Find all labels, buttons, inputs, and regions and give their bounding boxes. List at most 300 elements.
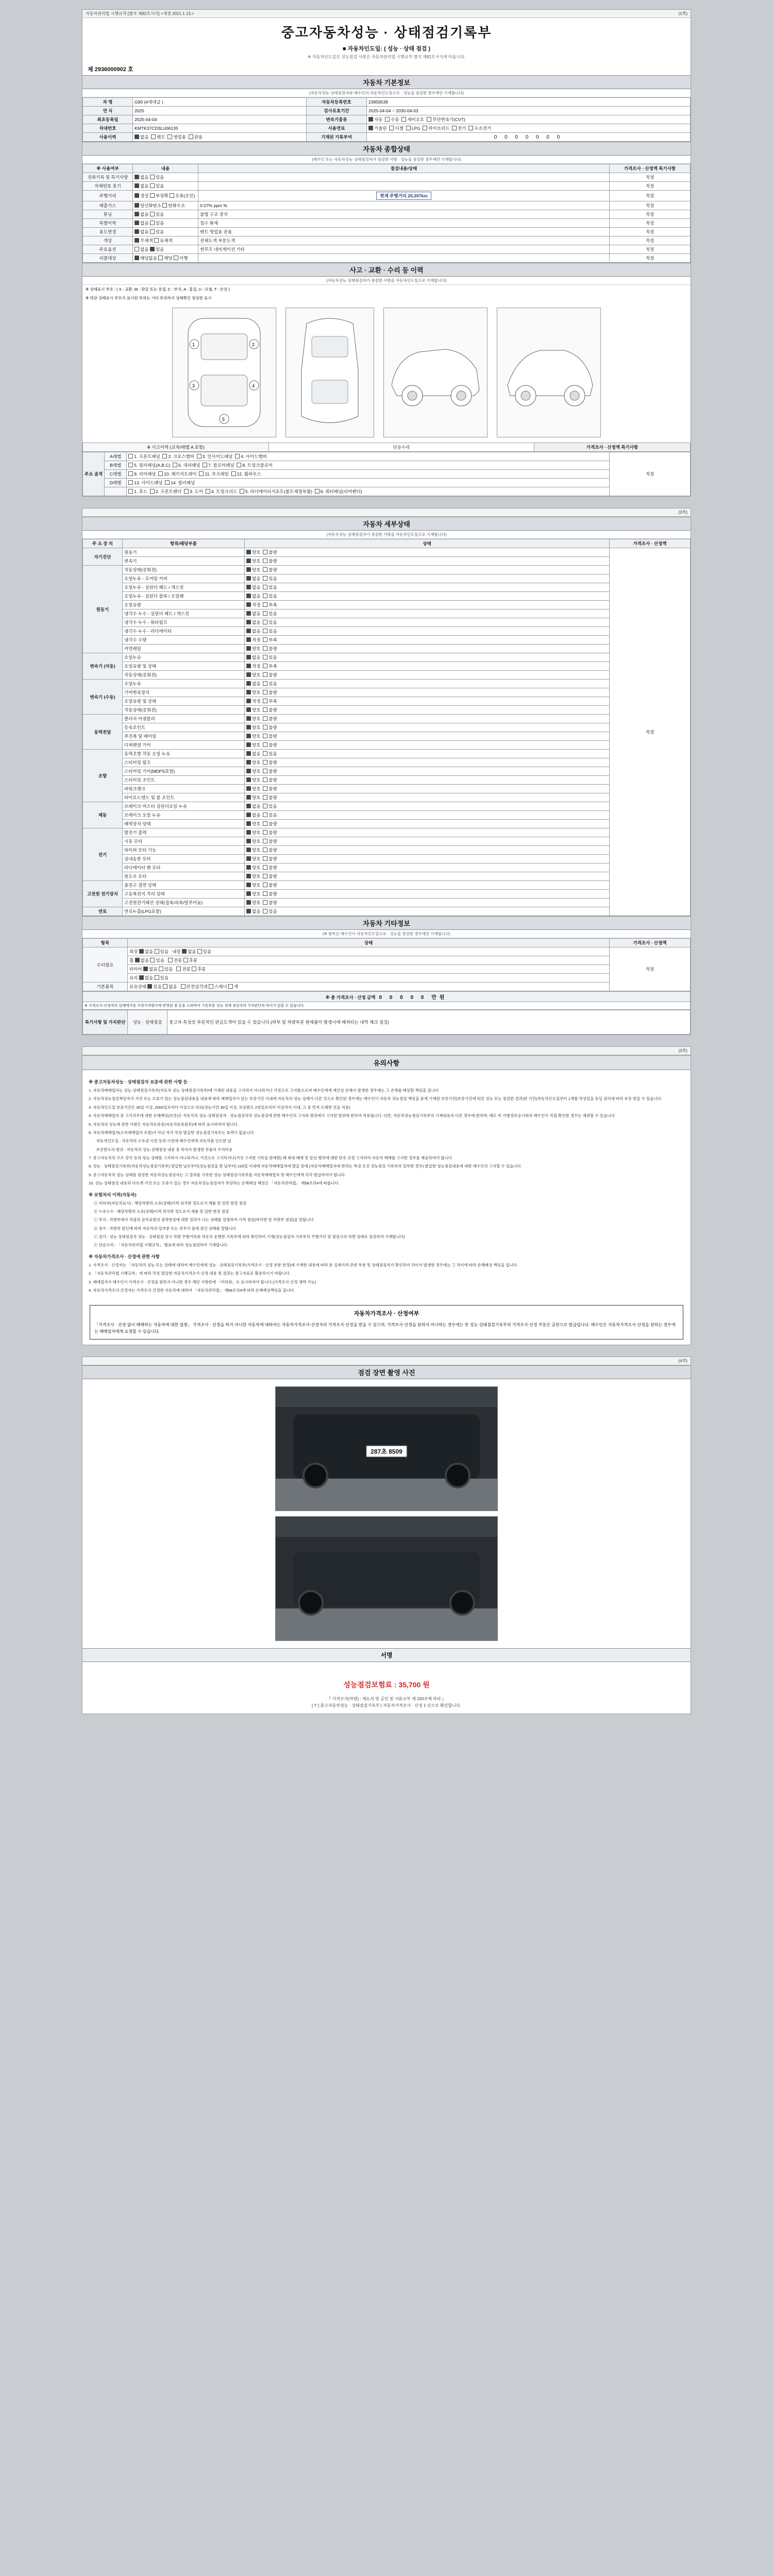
detail-item-1-7: 냉각수 누수 - 라디에이터 (123, 627, 245, 636)
checkbox-8-1-1[interactable] (263, 891, 267, 896)
detail-item-4-2: 추진축 및 베어링 (123, 732, 245, 741)
detail-item-1-0: 작동상태(공회전) (123, 566, 245, 574)
etc-basic-label: 기본품목 (83, 982, 128, 991)
checkbox-frame-b3[interactable] (203, 463, 207, 467)
checkbox-2-0-1[interactable] (263, 655, 267, 659)
simple-repair-label: 단순수리 (268, 443, 534, 452)
checkbox-frame-c3[interactable] (199, 471, 204, 476)
checkbox-1-7-1[interactable] (263, 629, 267, 633)
svg-text:2: 2 (252, 342, 255, 347)
checkbox-8b[interactable] (150, 247, 155, 251)
checkbox-3b[interactable] (162, 203, 167, 208)
checkbox-tire-none[interactable] (143, 967, 148, 971)
checkbox-spanner[interactable] (209, 984, 213, 989)
checkbox-7-1-1[interactable] (263, 839, 267, 843)
checkbox-2-0-0[interactable] (246, 655, 251, 659)
detail-state-7-3 (245, 855, 610, 863)
checkbox-5-3-1[interactable] (263, 777, 267, 782)
detail-item-7-2: 와이퍼 모터 기능 (123, 846, 245, 855)
checkbox-frame-d2[interactable] (165, 480, 170, 485)
value-transmission (367, 115, 691, 124)
detail-item-7-1: 시동 모터 (123, 837, 245, 846)
checkbox-0b[interactable] (150, 175, 155, 179)
checkbox-frame-a3[interactable] (197, 454, 201, 459)
opt-usage-none: 없음 (140, 134, 149, 140)
checkbox-4-1-1[interactable] (263, 725, 267, 730)
checkbox-4-1-0[interactable] (246, 725, 251, 730)
checkbox-frame-a4[interactable] (235, 454, 240, 459)
table-row (83, 1002, 691, 1010)
checkbox-1-4-1[interactable] (263, 602, 267, 607)
basic-info-band: 자동차 기본정보 (82, 75, 691, 89)
opt-8b: 있음 (155, 247, 164, 252)
checkbox-6-2-1[interactable] (263, 821, 267, 826)
row-note-7: 적정 (610, 236, 691, 245)
checkbox-0a[interactable] (135, 175, 139, 179)
opt-5b: 있음 (155, 221, 164, 226)
checkbox-1-5-0[interactable] (246, 611, 251, 616)
svg-text:4: 4 (252, 383, 255, 388)
checkbox-9b[interactable] (158, 256, 163, 260)
checkbox-5-5-0[interactable] (246, 795, 251, 800)
opt-5-0-1: 있음 (268, 751, 280, 756)
signature-line[interactable] (82, 1662, 691, 1675)
opt-lpg: LPG (411, 126, 421, 131)
col-price-note: 가격조사 · 산정액 특기사항 (610, 164, 691, 173)
checkbox-1a[interactable] (135, 183, 139, 188)
checkbox-5-0-0[interactable] (246, 751, 251, 756)
table-row (83, 201, 691, 210)
checkbox-1-9-1[interactable] (263, 646, 267, 651)
checkbox-5-4-1[interactable] (263, 786, 267, 791)
table-row (83, 974, 691, 982)
svg-text:5: 5 (222, 417, 225, 422)
checkbox-frame-b4[interactable] (237, 463, 241, 467)
checkbox-auto[interactable] (368, 117, 373, 122)
value-fuel (367, 124, 691, 133)
notice-section-2-title: ※ 자동차가격조사 · 산정에 관한 사항 (89, 1253, 160, 1259)
checkbox-usage-biz[interactable] (167, 134, 172, 139)
checkbox-5-5-1[interactable] (263, 795, 267, 800)
opt-triangle: 안전삼각대 (186, 984, 208, 989)
table-row (83, 228, 691, 236)
checkbox-frame-a2[interactable] (162, 454, 167, 459)
checkbox-gasoline[interactable] (368, 126, 373, 130)
checkbox-7b[interactable] (154, 238, 159, 243)
checkbox-ext-yes[interactable] (155, 949, 159, 954)
checkbox-1-4-0[interactable] (246, 602, 251, 607)
opt-int-none: 없음 (187, 949, 196, 954)
checkbox-1-0-0[interactable] (246, 567, 251, 572)
checkbox-7a[interactable] (135, 238, 139, 243)
checkbox-3-0-1[interactable] (263, 681, 267, 686)
special-note-table (82, 1010, 691, 1035)
checkbox-2-2-0[interactable] (246, 672, 251, 677)
checkbox-3-3-1[interactable] (263, 707, 267, 712)
checkbox-5-0-1[interactable] (263, 751, 267, 756)
checkbox-7-3-1[interactable] (263, 856, 267, 861)
checkbox-4a[interactable] (135, 212, 139, 216)
checkbox-lpg[interactable] (406, 126, 411, 130)
special-note-sub: 성능 · 상태점검 (128, 1010, 167, 1035)
checkbox-wheel-yes[interactable] (150, 958, 155, 962)
checkbox-glass-yes[interactable] (155, 975, 159, 980)
price-total-value: 0 0 0 0 0 만원 (379, 995, 448, 1001)
checkbox-7-3-0[interactable] (246, 856, 251, 861)
frame-d1: 13. 사이드패널 (134, 480, 163, 485)
checkbox-glass-none[interactable] (139, 975, 144, 980)
checkbox-7-4-1[interactable] (263, 865, 267, 870)
checkbox-jack[interactable] (228, 984, 233, 989)
checkbox-1-7-0[interactable] (246, 629, 251, 633)
table-row (83, 802, 691, 811)
notice-item-2-1: 8. 성능 · 상태점검기록부(자동차성능점검기록부) 발급한 날로부터(성능점검을 한 날부터) 120일 이내에 자동차매매업자에 발급 중에 (자동차매매업자에 한하는 특정 요건 성능점검 기록부의 일부한 경우) 발급한 성능점검내용에 대한 매수인의 고지할 수 있습니다. (89, 1164, 522, 1169)
checkbox-9a[interactable] (135, 256, 139, 260)
notice-item-2-3: 10. 성능·상태점검 내용과 다르게 거짓 또는 오류가 있는 경우 자동차성능점검자가 부담하는 손해배상 책임은 「자동차관리법」 제58조의4에 따릅니다. (89, 1181, 340, 1186)
detail-state-2-2 (245, 671, 610, 680)
table-row (83, 583, 691, 592)
checkbox-8-2-1[interactable] (263, 900, 267, 905)
doc-number-suffix: 호 (127, 66, 133, 73)
opt-9c: 이행 (179, 256, 188, 261)
etc-band: 자동차 기타정보 (82, 916, 691, 930)
checkbox-1-9-0[interactable] (246, 646, 251, 651)
checkbox-6-1-1[interactable] (263, 812, 267, 817)
checkbox-8-2-0[interactable] (246, 900, 251, 905)
table-row (83, 680, 691, 688)
table-row (83, 811, 691, 820)
checkbox-wheel-front[interactable] (168, 958, 173, 962)
checkbox-basic-none[interactable] (163, 984, 167, 989)
opt-9-0-0: 없음 (252, 909, 263, 914)
checkbox-1-1-0[interactable] (246, 576, 251, 581)
checkbox-4-3-0[interactable] (246, 742, 251, 747)
checkbox-4-0-0[interactable] (246, 716, 251, 721)
detail-item-2-1: 오일유량 및 상태 (123, 662, 245, 671)
checkbox-frame-b1[interactable] (128, 463, 133, 467)
frame-b1: 5. 필러패널(A,B,C) (134, 463, 171, 468)
opt-basic-yes: 있음 (153, 984, 162, 989)
checkbox-diesel[interactable] (389, 126, 394, 130)
checkbox-7-5-0[interactable] (246, 874, 251, 878)
checkbox-1-8-0[interactable] (246, 637, 251, 642)
row-note-1: 적정 (610, 182, 691, 191)
detail-item-2-0: 오일누유 (123, 653, 245, 662)
table-row (83, 732, 691, 741)
checkbox-3-0-0[interactable] (246, 681, 251, 686)
opt-2-1-0: 적정 (252, 664, 263, 669)
opt-1-1-1: 있음 (268, 576, 280, 581)
checkbox-7-4-0[interactable] (246, 865, 251, 870)
opt-wheel-none: 없음 (140, 958, 149, 963)
detail-state-1-4 (245, 601, 610, 609)
checkbox-1-1-1[interactable] (263, 576, 267, 581)
checkbox-2c[interactable] (170, 193, 174, 198)
row-detail-9 (198, 254, 610, 263)
checkbox-0-1-1[interactable] (263, 558, 267, 563)
detail-state-9-0 (245, 907, 610, 916)
opt-usage-gov: 관용 (194, 134, 203, 140)
notice-item-2-0: 7. 중고자동차의 구조·장치 등의 성능·상태를 고지하지 아니하거나, 거짓으로 고지하거나(거짓 고지한 기록을 판매한) 때 최대 매매 및 알선 행위에 대한 단속 규정 고지하여 자동차 매매를 고지한 정보를 제공하여야 합니다. (89, 1156, 453, 1161)
checkbox-5-3-0[interactable] (246, 777, 251, 782)
opt-6-1-0: 없음 (252, 812, 263, 818)
checkbox-8a[interactable] (135, 247, 139, 251)
table-row (83, 947, 691, 956)
opt-8-2-1: 불량 (268, 900, 280, 905)
detail-item-0-0: 원동기 (123, 548, 245, 557)
opt-hydrogen: 수소전기 (474, 126, 492, 131)
opt-0-0-0: 양호 (252, 550, 263, 555)
opt-3-0-1: 있음 (268, 681, 280, 686)
table-row (83, 173, 691, 182)
detail-item-1-5: 냉각수 누수 - 실린더 헤드 / 개스킷 (123, 609, 245, 618)
accident-band: 사고 · 교환 · 수리 등 이력 (82, 263, 691, 277)
checkbox-6-0-1[interactable] (263, 804, 267, 808)
checkbox-1-6-1[interactable] (263, 620, 267, 624)
car-side-left-svg (173, 308, 276, 437)
notice-body (82, 1070, 691, 1300)
sheet-1 (82, 9, 691, 497)
sheet3-left (86, 1048, 87, 1053)
checkbox-3-2-1[interactable] (263, 699, 267, 703)
checkbox-frame-c1[interactable] (128, 471, 133, 476)
checkbox-triangle[interactable] (181, 984, 186, 989)
opt-hybrid: 하이브리드 (428, 126, 450, 131)
opt-1-8-0: 적정 (252, 637, 263, 642)
opt-7-3-1: 불량 (268, 856, 280, 861)
opt-5-5-0: 양호 (252, 795, 263, 800)
checkbox-2b[interactable] (150, 193, 155, 198)
checkbox-5b[interactable] (150, 221, 155, 225)
checkbox-frame-c4[interactable] (231, 471, 236, 476)
photo2-ceiling (276, 1517, 497, 1536)
checkbox-ext-none[interactable] (139, 949, 144, 954)
page-mark-3: (3쪽) (678, 1048, 687, 1053)
checkbox-6-1-0[interactable] (246, 812, 251, 817)
checkbox-9-0-1[interactable] (263, 909, 267, 913)
notice-item-2-2: 9. 중고자동차의 성능·상태를 점검한 자동차성능점검자는 그 결과를 기록한 성능·상태점검기록부를 자동차매매업자 및 매수인에게 각각 발급하여야 합니다. (89, 1172, 346, 1177)
checkbox-7-0-1[interactable] (263, 830, 267, 835)
detail-item-1-8: 냉각수 수량 (123, 636, 245, 645)
frame-items-b (127, 461, 610, 470)
opt-9a: 해당없음 (140, 256, 157, 261)
device-group-1: 원동기 (83, 566, 123, 653)
checkbox-tire-rear[interactable] (192, 967, 196, 971)
checkbox-6b[interactable] (150, 229, 155, 234)
checkbox-2-1-1[interactable] (263, 664, 267, 668)
checkbox-1-6-0[interactable] (246, 620, 251, 624)
opt-1-3-1: 있음 (268, 594, 280, 599)
checkbox-4-3-1[interactable] (263, 742, 267, 747)
etc-row-0 (128, 947, 610, 956)
checkbox-tire-front[interactable] (176, 967, 181, 971)
checkbox-3-3-0[interactable] (246, 707, 251, 712)
checkbox-7-2-0[interactable] (246, 848, 251, 852)
detail-state-1-5 (245, 609, 610, 618)
opt-1-4-1: 부족 (268, 602, 280, 607)
checkbox-9-0-0[interactable] (246, 909, 251, 913)
detail-state-1-6 (245, 618, 610, 627)
checkbox-part-4[interactable] (206, 489, 210, 494)
table-row (83, 557, 691, 566)
detail-state-1-8 (245, 636, 610, 645)
detail-state-1-2 (245, 583, 610, 592)
page-mark-4: (4쪽) (678, 1359, 687, 1364)
photo-rear-view (275, 1386, 498, 1511)
checkbox-part-5[interactable] (240, 489, 244, 494)
checkbox-1-8-1[interactable] (263, 637, 267, 642)
row-label-2: 주행거리 (83, 191, 133, 201)
sheet2-left (86, 510, 87, 515)
checkbox-semiauto[interactable] (401, 117, 406, 122)
checkbox-8-0-1[interactable] (263, 883, 267, 887)
checkbox-1-0-1[interactable] (263, 567, 267, 572)
checkbox-7-0-0[interactable] (246, 830, 251, 835)
checkbox-frame-b2[interactable] (173, 463, 177, 467)
checkbox-7-5-1[interactable] (263, 874, 267, 878)
etc-row-1 (128, 956, 610, 965)
checkbox-5-1-1[interactable] (263, 760, 267, 765)
price-statement-title: 자동차가격조사 · 산정여부 (354, 1311, 419, 1317)
row-opts-2 (133, 191, 198, 201)
photo-area (82, 1379, 691, 1648)
checkbox-frame-c2[interactable] (158, 471, 163, 476)
checkbox-5-2-0[interactable] (246, 769, 251, 773)
checkbox-6-0-0[interactable] (246, 804, 251, 808)
checkbox-7-1-0[interactable] (246, 839, 251, 843)
table-header-row (83, 939, 691, 947)
checkbox-1-3-0[interactable] (246, 594, 251, 598)
notice-item-3-2: ⓒ 부식 : 차량부에서 직접의 금속표면의 점착현상에 대한 결과가 나는 상태를 설명하여 가적 점검(바닥면 및 차량부 점검)을 말합니다. (94, 1217, 315, 1223)
checkbox-4b[interactable] (150, 212, 155, 216)
opt-0-1-1: 불량 (268, 558, 280, 564)
checkbox-1-2-1[interactable] (263, 585, 267, 589)
checkbox-2-1-0[interactable] (246, 664, 251, 668)
table-row (83, 846, 691, 855)
value-inspection-period: 2025-04-04 ~ 2030-04-03 (367, 107, 691, 115)
checkbox-6a[interactable] (135, 229, 139, 234)
checkbox-8-0-0[interactable] (246, 883, 251, 887)
checkbox-0-0-0[interactable] (246, 550, 251, 554)
etc-row-2 (128, 965, 610, 974)
checkbox-part-6[interactable] (315, 489, 320, 494)
opt-5-4-1: 불량 (268, 786, 280, 791)
checkbox-8-1-0[interactable] (246, 891, 251, 896)
checkbox-wheel-rear[interactable] (183, 958, 188, 962)
detail-item-3-2: 오일유량 및 상태 (123, 697, 245, 706)
checkbox-frame-a1[interactable] (128, 454, 133, 459)
checkbox-7-2-1[interactable] (263, 848, 267, 852)
checkbox-5-1-0[interactable] (246, 760, 251, 765)
detail-item-1-2: 오일누유 - 실린더 헤드 / 개스킷 (123, 583, 245, 592)
col-price: 가격조사 · 산정액 (610, 539, 691, 548)
checkbox-4-0-1[interactable] (263, 716, 267, 721)
opt-basic-none: 없음 (169, 984, 177, 989)
checkbox-part-1[interactable] (128, 489, 133, 494)
checkbox-2a[interactable] (135, 193, 139, 198)
checkbox-5-2-1[interactable] (263, 769, 267, 773)
table-row (83, 688, 691, 697)
opt-3b: 탄화수소 (168, 203, 186, 208)
checkbox-usage-none[interactable] (135, 134, 139, 139)
checkbox-1-2-0[interactable] (246, 585, 251, 589)
checkbox-2-2-1[interactable] (263, 672, 267, 677)
detail-item-1-9: 커먼레일 (123, 645, 245, 653)
checkbox-3a[interactable] (135, 203, 139, 208)
checkbox-ev[interactable] (452, 126, 457, 130)
opt-8a: 없음 (140, 247, 149, 252)
value-usage (133, 133, 307, 142)
checkbox-basic-yes[interactable] (147, 984, 152, 989)
checkbox-9c[interactable] (174, 256, 178, 260)
opt-ext-none: 없음 (144, 949, 154, 954)
etc-col-0: 항목 (83, 939, 128, 947)
checkbox-5a[interactable] (135, 221, 139, 225)
detail-item-3-1: 기어변속장치 (123, 688, 245, 697)
checkbox-frame-d1[interactable] (128, 480, 133, 485)
checkbox-usage-gov[interactable] (189, 134, 193, 139)
checkbox-part-3[interactable] (184, 489, 189, 494)
checkbox-3-1-0[interactable] (246, 690, 251, 694)
checkbox-1-5-1[interactable] (263, 611, 267, 616)
checkbox-wheel-none[interactable] (135, 958, 140, 962)
table-row (83, 767, 691, 776)
frame-items-d (127, 479, 610, 487)
row-detail-4: 불법 구조 장치 (198, 210, 610, 219)
signature-band: 서명 (82, 1648, 691, 1662)
opt-4-3-1: 불량 (268, 742, 280, 748)
table-row (83, 793, 691, 802)
detail-item-9-0: 연료누출(LPG포함) (123, 907, 245, 916)
checkbox-tire-yes[interactable] (159, 967, 163, 971)
opt-1b: 있음 (155, 183, 164, 189)
frame-c1: 9. 리어패널 (134, 471, 156, 477)
checkbox-3-2-0[interactable] (246, 699, 251, 703)
car-diagram-right (383, 308, 488, 437)
label-year: 연 식 (83, 107, 133, 115)
etc-note: (※ 항목은 매수인이 자동차인도일으로 · 성능을 점검한 경우에만 기재합니다) (82, 930, 691, 938)
opt-1-2-0: 없음 (252, 585, 263, 590)
checkbox-4-2-0[interactable] (246, 734, 251, 738)
opt-7-4-1: 불량 (268, 865, 280, 870)
checkbox-0-1-0[interactable] (246, 558, 251, 563)
checkbox-int-yes[interactable] (197, 949, 202, 954)
checkbox-usage-rent[interactable] (151, 134, 156, 139)
detail-note: (자동차성능·상태점검자가 점검한 사항을 자동차인도일으로 기재합니다) (82, 531, 691, 539)
checkbox-part-2[interactable] (150, 489, 155, 494)
checkbox-3-1-1[interactable] (263, 690, 267, 694)
checkbox-cvt[interactable] (427, 117, 431, 122)
checkbox-4-2-1[interactable] (263, 734, 267, 738)
checkbox-1-3-1[interactable] (263, 594, 267, 598)
checkbox-5-4-0[interactable] (246, 786, 251, 791)
detail-item-7-0: 발전기 출력 (123, 828, 245, 837)
checkbox-hydrogen[interactable] (468, 126, 473, 130)
frame-b3: 7. 플로어패널 (208, 463, 234, 468)
checkbox-hybrid[interactable] (423, 126, 427, 130)
etc-item-ext: 외장 (129, 949, 138, 954)
checkbox-1b[interactable] (150, 183, 155, 188)
table-row (83, 653, 691, 662)
frame-level-c: C레벨 (105, 470, 127, 479)
sheet1-topbar (82, 10, 691, 18)
checkbox-6-2-0[interactable] (246, 821, 251, 826)
checkbox-manual[interactable] (385, 117, 390, 122)
checkbox-0-0-1[interactable] (263, 550, 267, 554)
checkbox-int-none[interactable] (182, 949, 187, 954)
car-side-right-svg (384, 308, 487, 437)
detail-state-5-3 (245, 776, 610, 785)
